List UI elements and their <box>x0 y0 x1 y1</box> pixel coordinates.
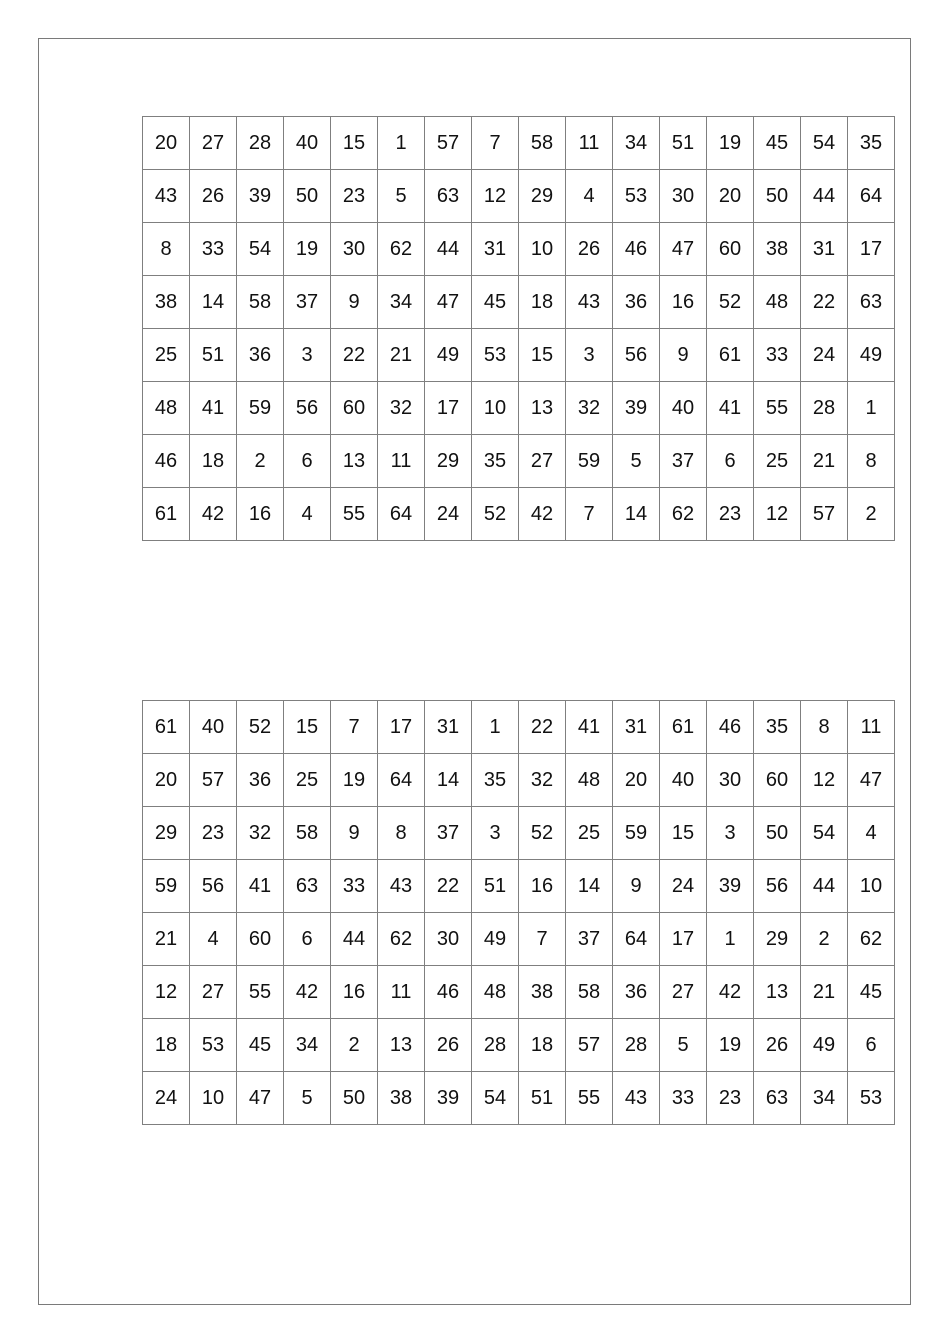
table-cell: 54 <box>237 223 284 276</box>
table-cell: 40 <box>660 754 707 807</box>
table-cell: 50 <box>331 1072 378 1125</box>
table-cell: 23 <box>190 807 237 860</box>
table-cell: 61 <box>660 701 707 754</box>
table-cell: 7 <box>331 701 378 754</box>
table-cell: 51 <box>472 860 519 913</box>
table-cell: 55 <box>566 1072 613 1125</box>
number-grid-top-container <box>142 116 911 548</box>
table-cell: 25 <box>566 807 613 860</box>
table-row <box>143 170 895 223</box>
table-cell: 13 <box>378 1019 425 1072</box>
table-cell: 26 <box>425 1019 472 1072</box>
table-cell: 28 <box>472 1019 519 1072</box>
table-cell: 1 <box>472 701 519 754</box>
table-cell: 58 <box>284 807 331 860</box>
table-cell: 47 <box>237 1072 284 1125</box>
table-cell: 44 <box>801 860 848 913</box>
table-cell: 7 <box>519 913 566 966</box>
table-cell: 51 <box>190 329 237 382</box>
table-cell: 17 <box>848 223 895 276</box>
table-row <box>143 807 895 860</box>
table-cell: 4 <box>284 488 331 541</box>
table-cell: 49 <box>472 913 519 966</box>
table-cell: 22 <box>331 329 378 382</box>
table-cell: 8 <box>801 701 848 754</box>
table-cell: 63 <box>754 1072 801 1125</box>
table-cell: 30 <box>660 170 707 223</box>
table-cell: 49 <box>801 1019 848 1072</box>
table-cell: 48 <box>754 276 801 329</box>
table-cell: 51 <box>519 1072 566 1125</box>
table-cell: 13 <box>331 435 378 488</box>
table-cell: 28 <box>237 117 284 170</box>
table-cell: 20 <box>613 754 660 807</box>
table-cell: 41 <box>566 701 613 754</box>
table-cell: 60 <box>754 754 801 807</box>
table-cell: 63 <box>425 170 472 223</box>
table-row <box>143 860 895 913</box>
table-cell: 29 <box>754 913 801 966</box>
table-cell: 43 <box>566 276 613 329</box>
table-cell: 2 <box>237 435 284 488</box>
table-cell: 4 <box>190 913 237 966</box>
table-cell: 9 <box>331 276 378 329</box>
table-row <box>143 276 895 329</box>
table-cell: 54 <box>801 807 848 860</box>
table-cell: 63 <box>848 276 895 329</box>
table-cell: 44 <box>801 170 848 223</box>
table-cell: 5 <box>378 170 425 223</box>
table-cell: 63 <box>284 860 331 913</box>
table-cell: 4 <box>848 807 895 860</box>
table-cell: 53 <box>472 329 519 382</box>
table-cell: 51 <box>660 117 707 170</box>
table-cell: 3 <box>472 807 519 860</box>
table-cell: 37 <box>660 435 707 488</box>
table-cell: 12 <box>472 170 519 223</box>
table-cell: 17 <box>660 913 707 966</box>
table-cell: 55 <box>237 966 284 1019</box>
table-cell: 5 <box>660 1019 707 1072</box>
table-cell: 10 <box>190 1072 237 1125</box>
table-cell: 14 <box>613 488 660 541</box>
table-cell: 43 <box>378 860 425 913</box>
table-cell: 37 <box>284 276 331 329</box>
table-cell: 30 <box>707 754 754 807</box>
table-cell: 31 <box>613 701 660 754</box>
table-row <box>143 913 895 966</box>
table-cell: 12 <box>143 966 190 1019</box>
table-cell: 23 <box>707 1072 754 1125</box>
table-cell: 35 <box>472 435 519 488</box>
table-cell: 24 <box>801 329 848 382</box>
table-cell: 55 <box>331 488 378 541</box>
table-cell: 56 <box>284 382 331 435</box>
table-cell: 17 <box>378 701 425 754</box>
table-cell: 38 <box>754 223 801 276</box>
table-cell: 12 <box>754 488 801 541</box>
table-cell: 33 <box>331 860 378 913</box>
table-cell: 13 <box>519 382 566 435</box>
table-cell: 19 <box>331 754 378 807</box>
table-cell: 22 <box>519 701 566 754</box>
table-cell: 22 <box>425 860 472 913</box>
table-cell: 1 <box>378 117 425 170</box>
table-cell: 26 <box>190 170 237 223</box>
table-cell: 8 <box>143 223 190 276</box>
table-cell: 21 <box>801 435 848 488</box>
table-cell: 30 <box>331 223 378 276</box>
table-cell: 62 <box>848 913 895 966</box>
table-cell: 32 <box>378 382 425 435</box>
table-cell: 35 <box>848 117 895 170</box>
table-cell: 40 <box>660 382 707 435</box>
table-cell: 19 <box>707 1019 754 1072</box>
table-cell: 33 <box>190 223 237 276</box>
table-cell: 26 <box>566 223 613 276</box>
table-cell: 27 <box>190 966 237 1019</box>
table-cell: 21 <box>143 913 190 966</box>
table-cell: 5 <box>284 1072 331 1125</box>
table-cell: 54 <box>472 1072 519 1125</box>
table-cell: 6 <box>284 913 331 966</box>
table-cell: 19 <box>284 223 331 276</box>
table-cell: 31 <box>801 223 848 276</box>
table-cell: 46 <box>143 435 190 488</box>
table-cell: 19 <box>707 117 754 170</box>
table-cell: 10 <box>519 223 566 276</box>
table-cell: 17 <box>425 382 472 435</box>
table-cell: 24 <box>660 860 707 913</box>
table-cell: 48 <box>472 966 519 1019</box>
table-cell: 32 <box>566 382 613 435</box>
table-cell: 15 <box>331 117 378 170</box>
table-cell: 34 <box>284 1019 331 1072</box>
table-cell: 60 <box>707 223 754 276</box>
table-cell: 52 <box>519 807 566 860</box>
table-cell: 18 <box>190 435 237 488</box>
table-cell: 33 <box>660 1072 707 1125</box>
table-cell: 43 <box>613 1072 660 1125</box>
table-cell: 32 <box>519 754 566 807</box>
table-cell: 28 <box>801 382 848 435</box>
table-row <box>143 329 895 382</box>
table-cell: 27 <box>519 435 566 488</box>
table-cell: 57 <box>425 117 472 170</box>
table-cell: 24 <box>425 488 472 541</box>
table-cell: 61 <box>143 701 190 754</box>
table-cell: 56 <box>190 860 237 913</box>
table-cell: 25 <box>143 329 190 382</box>
table-cell: 36 <box>237 329 284 382</box>
table-cell: 34 <box>801 1072 848 1125</box>
table-cell: 11 <box>566 117 613 170</box>
table-cell: 45 <box>848 966 895 1019</box>
table-cell: 42 <box>284 966 331 1019</box>
table-row <box>143 1072 895 1125</box>
table-cell: 1 <box>848 382 895 435</box>
table-cell: 38 <box>143 276 190 329</box>
table-cell: 38 <box>378 1072 425 1125</box>
table-cell: 60 <box>331 382 378 435</box>
table-cell: 59 <box>237 382 284 435</box>
table-cell: 41 <box>237 860 284 913</box>
table-cell: 49 <box>425 329 472 382</box>
number-grid-bottom <box>142 700 895 1125</box>
table-row <box>143 382 895 435</box>
table-cell: 53 <box>848 1072 895 1125</box>
table-cell: 10 <box>848 860 895 913</box>
table-cell: 26 <box>754 1019 801 1072</box>
table-cell: 18 <box>143 1019 190 1072</box>
table-cell: 31 <box>425 701 472 754</box>
table-cell: 42 <box>519 488 566 541</box>
table-cell: 18 <box>519 276 566 329</box>
table-cell: 56 <box>754 860 801 913</box>
table-cell: 14 <box>566 860 613 913</box>
table-cell: 53 <box>613 170 660 223</box>
table-cell: 50 <box>284 170 331 223</box>
table-cell: 43 <box>143 170 190 223</box>
table-cell: 47 <box>848 754 895 807</box>
table-cell: 13 <box>754 966 801 1019</box>
table-cell: 45 <box>754 117 801 170</box>
table-cell: 33 <box>754 329 801 382</box>
table-cell: 5 <box>613 435 660 488</box>
table-cell: 36 <box>613 966 660 1019</box>
table-cell: 38 <box>519 966 566 1019</box>
table-cell: 39 <box>237 170 284 223</box>
table-cell: 16 <box>660 276 707 329</box>
table-cell: 47 <box>425 276 472 329</box>
table-cell: 24 <box>143 1072 190 1125</box>
table-cell: 8 <box>848 435 895 488</box>
table-cell: 34 <box>378 276 425 329</box>
table-cell: 52 <box>472 488 519 541</box>
table-cell: 59 <box>143 860 190 913</box>
table-cell: 3 <box>707 807 754 860</box>
table-cell: 8 <box>378 807 425 860</box>
table-cell: 54 <box>801 117 848 170</box>
table-cell: 62 <box>660 488 707 541</box>
table-cell: 20 <box>143 117 190 170</box>
table-cell: 36 <box>613 276 660 329</box>
table-cell: 27 <box>190 117 237 170</box>
table-cell: 64 <box>613 913 660 966</box>
table-cell: 14 <box>190 276 237 329</box>
table-cell: 39 <box>707 860 754 913</box>
table-cell: 12 <box>801 754 848 807</box>
table-cell: 59 <box>613 807 660 860</box>
table-cell: 46 <box>425 966 472 1019</box>
table-cell: 52 <box>237 701 284 754</box>
table-cell: 15 <box>519 329 566 382</box>
table-cell: 37 <box>566 913 613 966</box>
table-cell: 64 <box>378 754 425 807</box>
table-cell: 40 <box>190 701 237 754</box>
table-cell: 14 <box>425 754 472 807</box>
table-cell: 22 <box>801 276 848 329</box>
table-cell: 20 <box>707 170 754 223</box>
table-cell: 31 <box>472 223 519 276</box>
table-cell: 44 <box>425 223 472 276</box>
table-row <box>143 701 895 754</box>
table-cell: 40 <box>284 117 331 170</box>
table-cell: 28 <box>613 1019 660 1072</box>
table-cell: 4 <box>566 170 613 223</box>
table-cell: 41 <box>707 382 754 435</box>
table-cell: 41 <box>190 382 237 435</box>
table-cell: 52 <box>707 276 754 329</box>
table-cell: 44 <box>331 913 378 966</box>
table-cell: 35 <box>754 701 801 754</box>
table-cell: 39 <box>425 1072 472 1125</box>
table-cell: 46 <box>613 223 660 276</box>
table-cell: 29 <box>425 435 472 488</box>
table-cell: 23 <box>331 170 378 223</box>
table-cell: 7 <box>566 488 613 541</box>
table-cell: 58 <box>519 117 566 170</box>
table-cell: 16 <box>519 860 566 913</box>
table-row <box>143 966 895 1019</box>
table-cell: 62 <box>378 223 425 276</box>
table-cell: 61 <box>143 488 190 541</box>
table-cell: 3 <box>566 329 613 382</box>
table-cell: 21 <box>801 966 848 1019</box>
table-cell: 42 <box>190 488 237 541</box>
table-cell: 46 <box>707 701 754 754</box>
table-cell: 30 <box>425 913 472 966</box>
table-cell: 16 <box>237 488 284 541</box>
table-cell: 49 <box>848 329 895 382</box>
table-cell: 57 <box>566 1019 613 1072</box>
table-cell: 32 <box>237 807 284 860</box>
table-cell: 18 <box>519 1019 566 1072</box>
table-cell: 9 <box>331 807 378 860</box>
table-cell: 9 <box>613 860 660 913</box>
table-cell: 62 <box>378 913 425 966</box>
table-cell: 2 <box>331 1019 378 1072</box>
table-cell: 48 <box>143 382 190 435</box>
table-cell: 47 <box>660 223 707 276</box>
table-cell: 10 <box>472 382 519 435</box>
table-cell: 2 <box>848 488 895 541</box>
table-cell: 16 <box>331 966 378 1019</box>
table-cell: 45 <box>237 1019 284 1072</box>
table-cell: 2 <box>801 913 848 966</box>
number-grid-top <box>142 116 895 541</box>
table-cell: 58 <box>237 276 284 329</box>
table-cell: 61 <box>707 329 754 382</box>
table-cell: 37 <box>425 807 472 860</box>
table-row <box>143 488 895 541</box>
table-cell: 39 <box>613 382 660 435</box>
table-cell: 64 <box>378 488 425 541</box>
table-row <box>143 754 895 807</box>
table-cell: 36 <box>237 754 284 807</box>
table-row <box>143 1019 895 1072</box>
table-cell: 50 <box>754 170 801 223</box>
table-cell: 42 <box>707 966 754 1019</box>
table-cell: 3 <box>284 329 331 382</box>
table-cell: 53 <box>190 1019 237 1072</box>
table-cell: 29 <box>143 807 190 860</box>
table-cell: 58 <box>566 966 613 1019</box>
table-row <box>143 435 895 488</box>
table-cell: 7 <box>472 117 519 170</box>
table-cell: 25 <box>754 435 801 488</box>
table-cell: 15 <box>660 807 707 860</box>
table-cell: 35 <box>472 754 519 807</box>
table-row <box>143 117 895 170</box>
table-cell: 60 <box>237 913 284 966</box>
table-cell: 50 <box>754 807 801 860</box>
table-cell: 6 <box>707 435 754 488</box>
table-cell: 56 <box>613 329 660 382</box>
table-cell: 48 <box>566 754 613 807</box>
table-cell: 11 <box>378 435 425 488</box>
number-grid-bottom-container <box>142 700 911 1132</box>
table-cell: 55 <box>754 382 801 435</box>
table-cell: 57 <box>190 754 237 807</box>
table-cell: 34 <box>613 117 660 170</box>
table-cell: 6 <box>284 435 331 488</box>
table-cell: 29 <box>519 170 566 223</box>
table-row <box>143 223 895 276</box>
table-cell: 23 <box>707 488 754 541</box>
table-cell: 57 <box>801 488 848 541</box>
table-cell: 20 <box>143 754 190 807</box>
table-cell: 11 <box>378 966 425 1019</box>
table-cell: 11 <box>848 701 895 754</box>
table-cell: 25 <box>284 754 331 807</box>
table-cell: 1 <box>707 913 754 966</box>
table-cell: 45 <box>472 276 519 329</box>
table-cell: 21 <box>378 329 425 382</box>
table-cell: 64 <box>848 170 895 223</box>
table-cell: 6 <box>848 1019 895 1072</box>
table-cell: 15 <box>284 701 331 754</box>
table-cell: 9 <box>660 329 707 382</box>
table-cell: 59 <box>566 435 613 488</box>
table-cell: 27 <box>660 966 707 1019</box>
